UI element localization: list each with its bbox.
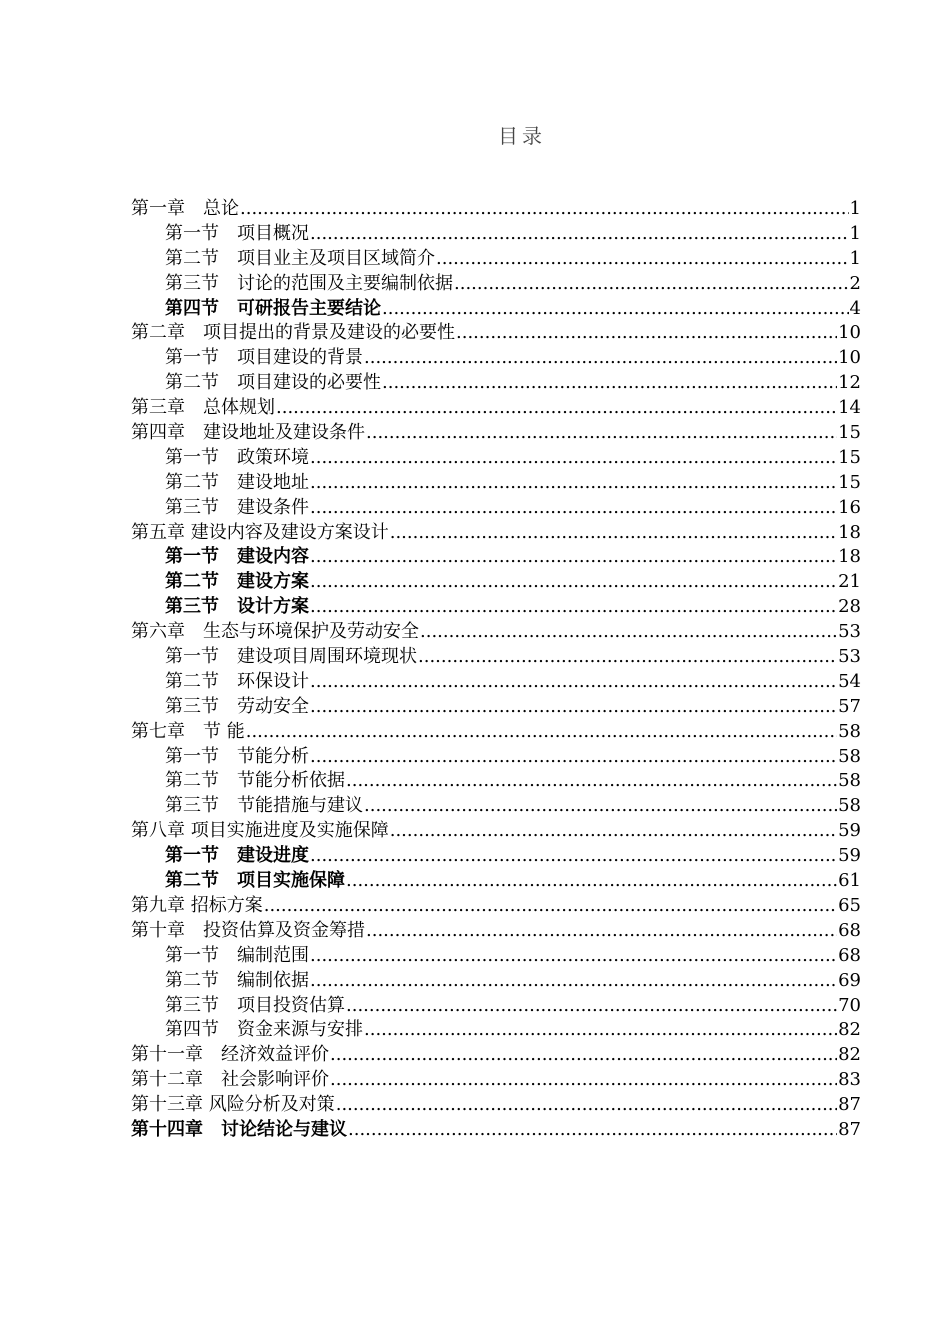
dot-leader xyxy=(310,969,837,994)
toc-section-entry[interactable] xyxy=(131,471,861,496)
dot-leader xyxy=(436,247,849,272)
toc-section-entry[interactable] xyxy=(131,869,861,894)
toc-chapter-entry[interactable] xyxy=(131,321,861,346)
toc-entry-page-number: 59 xyxy=(838,820,861,842)
toc-entry-label: 第三节 建设条件 xyxy=(165,496,309,518)
toc-entry-page-number: 1 xyxy=(849,222,861,244)
toc-entry-label: 第一节 节能分析 xyxy=(165,745,309,767)
toc-entry-page-number: 82 xyxy=(838,1044,861,1066)
dot-leader xyxy=(348,1118,837,1143)
toc-entry-page-number: 68 xyxy=(838,919,861,941)
dot-leader xyxy=(310,545,837,570)
toc-entry-page-number: 12 xyxy=(838,372,861,394)
toc-section-entry[interactable] xyxy=(131,769,861,794)
toc-entry-label: 第三节 讨论的范围及主要编制依据 xyxy=(165,272,453,294)
toc-entry-label: 第二节 项目建设的必要性 xyxy=(165,372,381,394)
toc-section-entry[interactable] xyxy=(131,745,861,770)
dot-leader xyxy=(346,869,837,894)
toc-section-entry[interactable] xyxy=(131,670,861,695)
toc-entry-page-number: 1 xyxy=(849,247,861,269)
toc-entry-page-number: 18 xyxy=(838,546,861,568)
dot-leader xyxy=(264,894,837,919)
toc-section-entry[interactable] xyxy=(131,570,861,595)
toc-chapter-entry[interactable] xyxy=(131,1068,861,1093)
toc-entry-label: 第十一章 经济效益评价 xyxy=(131,1044,329,1066)
toc-entry-page-number: 58 xyxy=(838,770,861,792)
toc-section-entry[interactable] xyxy=(131,297,861,322)
toc-section-entry[interactable] xyxy=(131,969,861,994)
toc-chapter-entry[interactable] xyxy=(131,396,861,421)
toc-entry-page-number: 1 xyxy=(849,198,861,219)
toc-entry-page-number: 70 xyxy=(838,994,861,1016)
toc-entry-label: 第一节 项目建设的背景 xyxy=(165,347,363,369)
toc-entry-label: 第二节 建设方案 xyxy=(165,571,309,593)
dot-leader xyxy=(310,471,837,496)
toc-section-entry[interactable] xyxy=(131,994,861,1019)
toc-section-entry[interactable] xyxy=(131,944,861,969)
toc-entry-label: 第一节 项目概况 xyxy=(165,222,309,244)
toc-chapter-entry[interactable] xyxy=(131,894,861,919)
toc-entry-label: 第四章 建设地址及建设条件 xyxy=(131,422,365,444)
toc-entry-page-number: 10 xyxy=(838,347,861,369)
toc-entry-page-number: 58 xyxy=(838,745,861,767)
toc-entry-page-number: 58 xyxy=(838,720,861,742)
dot-leader xyxy=(310,570,837,595)
dot-leader xyxy=(456,321,837,346)
toc-entry-label: 第五章 建设内容及建设方案设计 xyxy=(131,521,389,543)
toc-entry-page-number: 28 xyxy=(838,596,861,618)
page-title: 目录 xyxy=(498,124,546,148)
toc-chapter-entry[interactable] xyxy=(131,919,861,944)
toc-entry-label: 第二节 项目业主及项目区域简介 xyxy=(165,247,435,269)
toc-section-entry[interactable] xyxy=(131,371,861,396)
dot-leader xyxy=(390,521,837,546)
dot-leader xyxy=(246,720,837,745)
toc-entry-page-number: 83 xyxy=(838,1069,861,1091)
toc-section-entry[interactable] xyxy=(131,272,861,297)
dot-leader xyxy=(418,645,837,670)
dot-leader xyxy=(330,1043,837,1068)
toc-section-entry[interactable] xyxy=(131,446,861,471)
toc-entry-page-number: 2 xyxy=(849,272,861,294)
toc-entry-label: 第二章 项目提出的背景及建设的必要性 xyxy=(131,322,455,344)
toc-entry-page-number: 65 xyxy=(838,894,861,916)
dot-leader xyxy=(454,272,849,297)
toc-section-entry[interactable] xyxy=(131,545,861,570)
dot-leader xyxy=(346,769,837,794)
dot-leader xyxy=(364,346,837,371)
toc-entry-page-number: 16 xyxy=(838,496,861,518)
toc-entry-label: 第十四章 讨论结论与建议 xyxy=(131,1118,347,1140)
dot-leader xyxy=(364,1018,837,1043)
toc-entry-label: 第二节 环保设计 xyxy=(165,670,309,692)
toc-entry-page-number: 57 xyxy=(838,695,861,717)
dot-leader xyxy=(382,371,837,396)
toc-entry-page-number: 15 xyxy=(838,471,861,493)
toc-entry-label: 第七章 节 能 xyxy=(131,720,245,742)
toc-entry-label: 第一节 编制范围 xyxy=(165,944,309,966)
dot-leader xyxy=(310,446,837,471)
toc-entry-page-number: 10 xyxy=(838,322,861,344)
dot-leader xyxy=(310,222,849,247)
dot-leader xyxy=(310,944,837,969)
dot-leader xyxy=(310,745,837,770)
toc-entry-page-number: 18 xyxy=(838,521,861,543)
toc-entry-page-number: 82 xyxy=(838,1019,861,1041)
toc-entry-page-number: 69 xyxy=(838,969,861,991)
dot-leader xyxy=(310,595,837,620)
dot-leader xyxy=(366,919,837,944)
toc-entry-label: 第三章 总体规划 xyxy=(131,397,275,419)
toc-entry-page-number: 87 xyxy=(838,1094,861,1116)
toc-entry-label: 第二节 编制依据 xyxy=(165,969,309,991)
toc-chapter-entry[interactable] xyxy=(131,197,861,222)
toc-section-entry[interactable] xyxy=(131,496,861,521)
toc-entry-label: 第四节 可研报告主要结论 xyxy=(165,297,381,319)
dot-leader xyxy=(366,421,837,446)
toc-chapter-entry[interactable] xyxy=(131,1118,861,1143)
toc-entry-label: 第一节 建设内容 xyxy=(165,546,309,568)
toc-entry-label: 第十章 投资估算及资金筹措 xyxy=(131,919,365,941)
toc-section-entry[interactable] xyxy=(131,346,861,371)
dot-leader xyxy=(240,197,849,222)
toc-chapter-entry[interactable] xyxy=(131,720,861,745)
toc-chapter-entry[interactable] xyxy=(131,421,861,446)
dot-leader xyxy=(336,1093,837,1118)
toc-chapter-entry[interactable] xyxy=(131,1043,861,1068)
toc-section-entry[interactable] xyxy=(131,222,861,247)
toc-entry-label: 第九章 招标方案 xyxy=(131,894,263,916)
toc-entry-label: 第四节 资金来源与安排 xyxy=(165,1019,363,1041)
toc-section-entry[interactable] xyxy=(131,645,861,670)
toc-chapter-entry[interactable] xyxy=(131,819,861,844)
toc-entry-label: 第一节 建设项目周围环境现状 xyxy=(165,646,417,668)
toc-entry-label: 第六章 生态与环境保护及劳动安全 xyxy=(131,621,419,643)
toc-entry-page-number: 15 xyxy=(838,422,861,444)
toc-section-entry[interactable] xyxy=(131,695,861,720)
toc-entry-page-number: 14 xyxy=(838,397,861,419)
toc-entry-label: 第三节 设计方案 xyxy=(165,596,309,618)
toc-entry-label: 第三节 劳动安全 xyxy=(165,695,309,717)
toc-section-entry[interactable] xyxy=(131,595,861,620)
toc-entry-label: 第二节 项目实施保障 xyxy=(165,870,345,892)
dot-leader xyxy=(346,994,837,1019)
toc-entry-page-number: 53 xyxy=(838,646,861,668)
table-of-contents xyxy=(131,197,861,1143)
toc-entry-page-number: 21 xyxy=(838,571,861,593)
toc-entry-page-number: 4 xyxy=(849,297,861,319)
toc-entry-label: 第一章 总论 xyxy=(131,198,239,219)
dot-leader xyxy=(382,297,849,322)
toc-entry-label: 第二节 建设地址 xyxy=(165,471,309,493)
dot-leader xyxy=(420,620,837,645)
dot-leader xyxy=(310,670,837,695)
dot-leader xyxy=(310,844,837,869)
toc-section-entry[interactable] xyxy=(131,247,861,272)
toc-entry-page-number: 59 xyxy=(838,845,861,867)
dot-leader xyxy=(330,1068,837,1093)
toc-entry-label: 第十三章 风险分析及对策 xyxy=(131,1094,335,1116)
toc-section-entry[interactable] xyxy=(131,844,861,869)
toc-section-entry[interactable] xyxy=(131,794,861,819)
toc-entry-label: 第一节 政策环境 xyxy=(165,446,309,468)
toc-entry-label: 第十二章 社会影响评价 xyxy=(131,1069,329,1091)
toc-entry-page-number: 15 xyxy=(838,446,861,468)
toc-entry-label: 第二节 节能分析依据 xyxy=(165,770,345,792)
toc-entry-page-number: 68 xyxy=(838,944,861,966)
toc-chapter-entry[interactable] xyxy=(131,1093,861,1118)
dot-leader xyxy=(390,819,837,844)
toc-entry-page-number: 58 xyxy=(838,795,861,817)
toc-entry-label: 第三节 项目投资估算 xyxy=(165,994,345,1016)
toc-section-entry[interactable] xyxy=(131,1018,861,1043)
dot-leader xyxy=(364,794,837,819)
dot-leader xyxy=(310,496,837,521)
toc-entry-page-number: 54 xyxy=(838,670,861,692)
dot-leader xyxy=(276,396,837,421)
dot-leader xyxy=(310,695,837,720)
toc-entry-label: 第八章 项目实施进度及实施保障 xyxy=(131,820,389,842)
toc-chapter-entry[interactable] xyxy=(131,521,861,546)
toc-entry-page-number: 87 xyxy=(838,1118,861,1140)
toc-entry-page-number: 61 xyxy=(838,870,861,892)
toc-entry-page-number: 53 xyxy=(838,621,861,643)
toc-entry-label: 第三节 节能措施与建议 xyxy=(165,795,363,817)
toc-chapter-entry[interactable] xyxy=(131,620,861,645)
toc-entry-label: 第一节 建设进度 xyxy=(165,845,309,867)
